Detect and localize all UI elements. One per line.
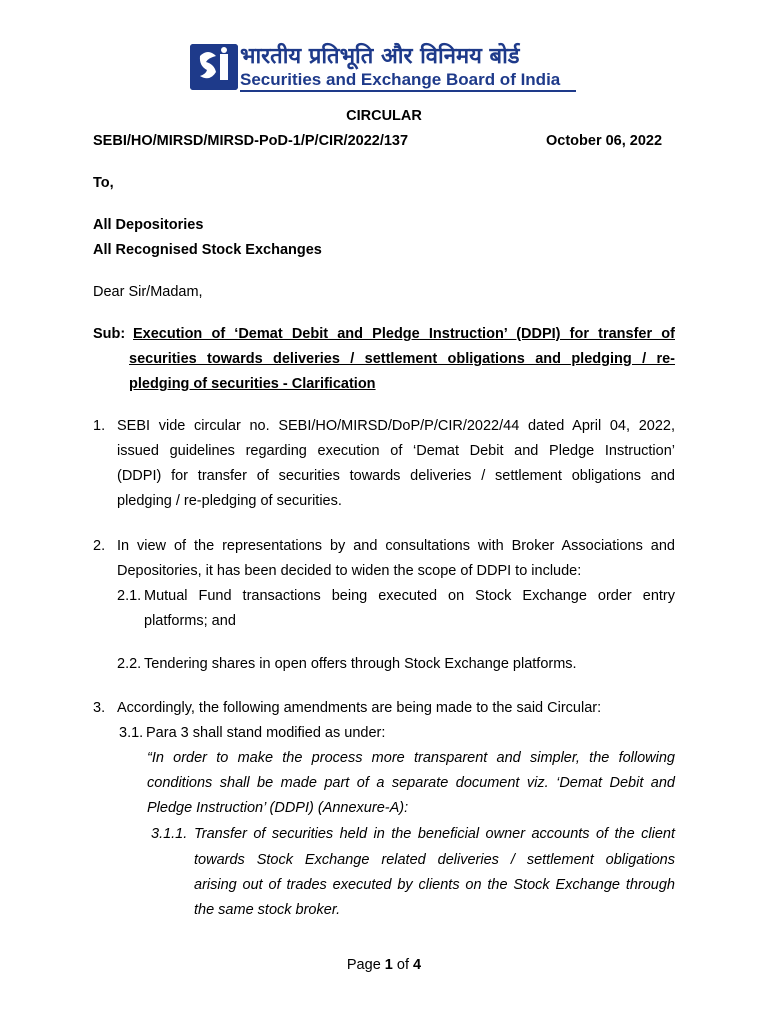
para-1-line-4: pledging / re-pledging of securities.: [117, 493, 342, 509]
subject-line-3: pledging of securities - Clarification: [129, 376, 376, 392]
para-2-2-text: Tendering shares in open offers through Stock Exchange platforms.: [144, 656, 577, 672]
para-2-line-1: In view of the representations by and consultations with Broker Associations and: [117, 538, 675, 554]
quote-line-3-italic: Pledge Instruction’: [147, 800, 270, 816]
of-label: of: [396, 957, 409, 973]
para-3-text: Accordingly, the following amendments are being made to the said Circular:: [117, 700, 602, 716]
subject-line-2: securities towards deliveries / settlement obligations and pledging / re-: [129, 351, 675, 367]
sebi-emblem-icon: [190, 44, 238, 90]
para-3-1-text: Para 3 shall stand modified as under:: [146, 725, 386, 741]
para-1-number: 1.: [93, 418, 106, 434]
logo-underline: [240, 90, 576, 92]
para-1-line-3: (DDPI) for transfer of securities towards deliveries / settlement obligations and: [117, 468, 675, 484]
item-3-1-1-line-1: Transfer of securities held in the beneficial owner accounts of the client: [194, 826, 675, 842]
circular-date: October 06, 2022: [546, 133, 663, 149]
item-3-1-1-line-2: towards Stock Exchange related deliveries / settlement obligations: [194, 852, 675, 868]
logo-wordmark: [240, 40, 578, 92]
para-2-1-number: 2.1.: [117, 588, 142, 604]
quote-line-1: “In order to make the process more transparent and simpler, the following: [147, 750, 675, 766]
item-3-1-1-line-4: the same stock broker.: [194, 902, 341, 918]
para-2-number: 2.: [93, 538, 106, 554]
subject-line-1: Execution of ‘Demat Debit and Pledge Instruction’ (DDPI) for transfer of: [133, 326, 675, 342]
para-2-line-2: Depositories, it has been decided to widen the scope of DDPI to include:: [117, 563, 582, 579]
page-footer: [0, 957, 768, 973]
quote-line-2: conditions shall be made part of a separate document viz. ‘Demat Debit and: [147, 775, 675, 791]
para-3-number: 3.: [93, 700, 106, 716]
para-2-1-line-1: Mutual Fund transactions being executed on Stock Exchange order entry: [144, 588, 675, 604]
para-1-line-1: SEBI vide circular no. SEBI/HO/MIRSD/DoP/P/CIR/2022/44 dated April 04, 2022,: [117, 418, 675, 434]
addressee-label: To,: [93, 175, 114, 191]
recipient-depositories: All Depositories: [93, 217, 204, 233]
circular-heading: CIRCULAR: [346, 108, 422, 124]
para-3-1-number: 3.1.: [119, 725, 144, 741]
para-1-line-2: issued guidelines regarding execution of ‘Demat Debit and Pledge Instruction’: [117, 443, 675, 459]
total-pages: 4: [413, 957, 422, 973]
reference-number: SEBI/HO/MIRSD/MIRSD-PoD-1/P/CIR/2022/137: [93, 133, 409, 149]
quote-line-3: [147, 800, 408, 816]
logo-english-name: Securities and Exchange Board of India: [240, 70, 561, 89]
para-2-1-line-2: platforms; and: [144, 613, 236, 629]
logo-hindi-name: भारतीय प्रतिभूति और विनिमय बोर्ड: [240, 44, 520, 69]
item-3-1-1-number: 3.1.1.: [151, 826, 188, 842]
recipient-stock-exchanges: All Recognised Stock Exchanges: [93, 242, 322, 258]
quote-line-3-annexure: (DDPI) (Annexure-A):: [269, 800, 409, 816]
page-number: 1: [384, 957, 393, 973]
page-label: Page: [346, 957, 381, 973]
salutation: Dear Sir/Madam,: [93, 284, 203, 300]
para-2-2-number: 2.2.: [117, 656, 142, 672]
sebi-logo: [190, 40, 580, 92]
item-3-1-1-line-3: arising out of trades executed by clients on the Stock Exchange through: [194, 877, 675, 893]
subject-label: Sub:: [93, 326, 126, 342]
